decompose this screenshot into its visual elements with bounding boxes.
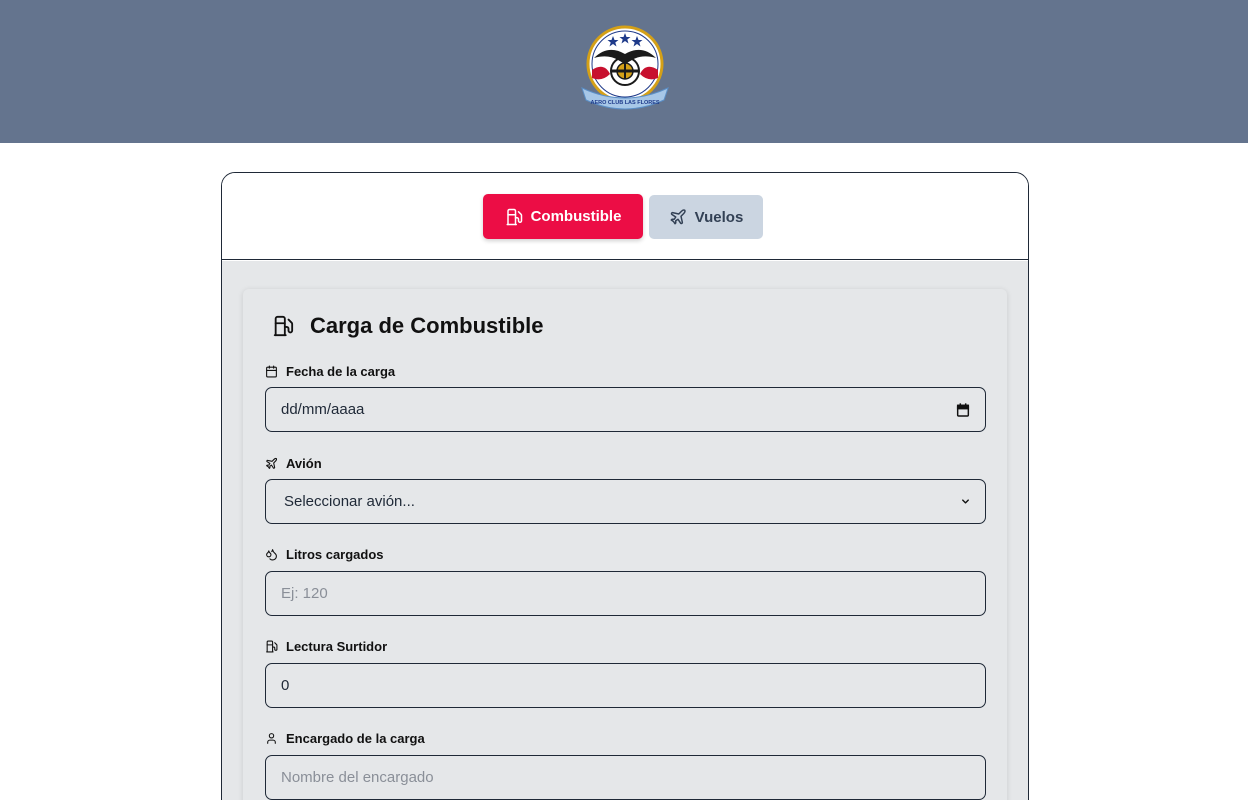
fuel-form-panel [243, 289, 1007, 800]
calendar-icon [265, 365, 278, 378]
date-input[interactable] [265, 387, 986, 432]
svg-text:AERO CLUB LAS FLORES: AERO CLUB LAS FLORES [590, 100, 660, 106]
date-input-value: dd/mm/aaaa [281, 401, 365, 418]
pump-reading-input[interactable] [265, 663, 986, 708]
date-label [265, 364, 395, 379]
plane-label-text: Avión [286, 456, 322, 471]
attendant-input-field[interactable] [281, 769, 971, 786]
user-icon [265, 732, 278, 745]
droplets-icon [265, 548, 278, 561]
plane-icon [669, 208, 687, 226]
aero-club-logo [580, 24, 670, 116]
plane-icon [265, 457, 278, 470]
tab-combustible[interactable] [483, 194, 643, 239]
plane-label [265, 456, 322, 471]
plane-select[interactable] [265, 479, 986, 524]
tab-vuelos-label: Vuelos [694, 208, 744, 226]
pump-reading-value: 0 [281, 677, 290, 694]
liters-input-field[interactable] [281, 585, 971, 602]
tab-bar [222, 173, 1028, 260]
fuel-pump-icon [505, 208, 523, 226]
pump-reading-label-text: Lectura Surtidor [286, 639, 388, 654]
plane-select-value: Seleccionar avión... [284, 493, 415, 510]
attendant-input[interactable] [265, 755, 986, 800]
tab-vuelos[interactable] [649, 195, 763, 239]
attendant-label [265, 731, 425, 746]
chevron-down-icon [960, 496, 971, 507]
page-header [0, 0, 1248, 143]
tab-combustible-label: Combustible [530, 208, 622, 225]
fuel-pump-icon [272, 315, 294, 337]
pump-reading-label [265, 639, 387, 654]
form-title [272, 311, 543, 341]
calendar-picker-icon[interactable] [955, 402, 971, 418]
form-title-text: Carga de Combustible [310, 313, 544, 338]
fuel-pump-icon [265, 640, 278, 653]
main-card [221, 172, 1029, 800]
attendant-label-text: Encargado de la carga [286, 731, 425, 746]
date-label-text: Fecha de la carga [286, 364, 396, 379]
liters-input[interactable] [265, 571, 986, 616]
liters-label [265, 547, 384, 562]
tab-content [222, 261, 1028, 800]
liters-label-text: Litros cargados [286, 547, 384, 562]
